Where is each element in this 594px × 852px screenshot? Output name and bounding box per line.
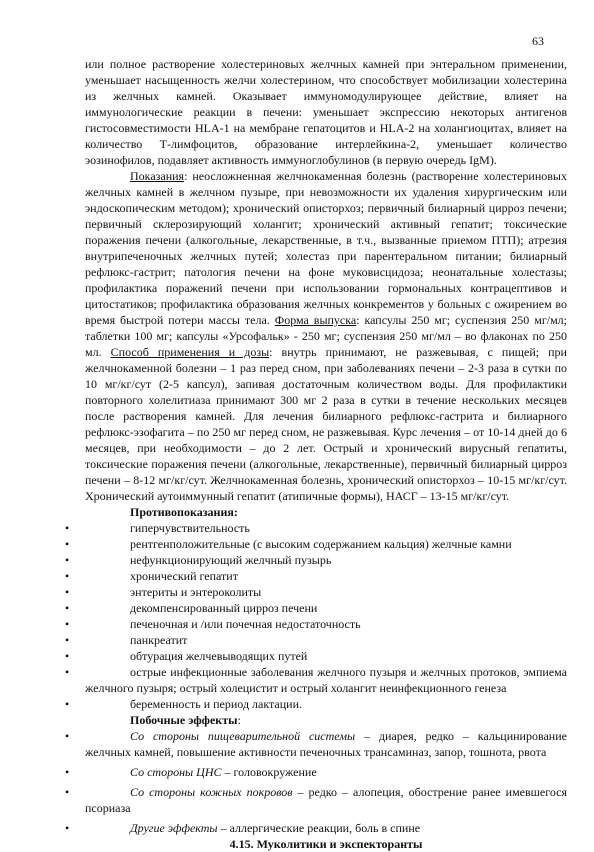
contraindications-heading: Противопоказания: xyxy=(130,505,238,519)
bullet-icon: • xyxy=(65,521,70,535)
side-effect-label: Другие эффекты xyxy=(130,821,218,835)
list-item xyxy=(65,664,567,696)
bullet-icon: • xyxy=(65,665,70,679)
bullet-icon: • xyxy=(65,729,70,743)
bullet-icon: • xyxy=(65,537,70,551)
list-item xyxy=(65,696,567,712)
side-effects-heading-colon: : xyxy=(237,713,241,727)
list-item xyxy=(65,820,567,836)
list-item xyxy=(65,784,567,816)
bullet-icon: • xyxy=(65,649,70,663)
side-effect-text: – редко – алопеция, обострение ранее имевшегося псориаза xyxy=(85,785,567,815)
intro-paragraph: или полное растворение холестериновых желчных камней при энтеральном применении, уменьшает насыщенность желчи холестерином, что способствует мобилизации холестерина из желчных камней. Оказывает иммуномодулирующее действие, влияет на иммунологические реакции в печени: уменьшает экспрессию некоторых антигенов гистосовместимости HLA-1 на мембране гепатоцитов и HLA-2 на холангиоцитах, влияет на количество Т-лимфоцитов, образование интерлейкина-2, уменьшает количество эозинофилов, подавляет активность иммуноглобулинов (в первую очередь IgM). xyxy=(85,57,567,167)
bullet-icon: • xyxy=(65,553,70,567)
dosage-label: Способ применения и дозы xyxy=(110,345,270,359)
bullet-icon: • xyxy=(65,821,70,835)
form-text: : капсулы 250 мг; суспензия 250 мг/мл; таблетки 100 мг; капсулы «Урсофальк» - 250 мг; суспензия 250 мг/мл – во флаконах по 250 мл. xyxy=(85,313,567,359)
list-item-text: беременность и период лактации. xyxy=(130,697,303,711)
bullet-icon: • xyxy=(65,765,70,779)
side-effect-label: Со стороны пищеварительной системы xyxy=(130,729,356,743)
form-label: Форма выпуска xyxy=(274,313,357,327)
contraindications-list xyxy=(65,520,567,712)
bullet-icon: • xyxy=(65,585,70,599)
dosage-text: : внутрь принимают, не разжевывая, с пищей; при желчнокаменной болезни – 1 раз перед сном, при заболеваниях печени – 2-3 раза в сутки по 10 мг/кг/сут (2-5 капсул), запивая достаточным количеством воды. Для профилактики повторного холелитиаза принимают 300 мг 2 раза в сутки в течение нескольких месяцев после растворения камней. Для лечения билиарного рефлюкс-гастрита и билиарного рефлюкс-эзофагита – по 250 мг перед сном, не разжевывая. Курс лечения – от 10-14 дней до 6 месяцев, при необходимости – до 2 лет. Острый и хронический вирусный гепатиты, токсические поражения печени (алкогольные, лекарственные), первичный билиарный цирроз печени – 8-12 мг/кг/сут. Желчнокаменная болезнь, хронический описторхоз – 10-15 мг/кг/сут. Хронический аутоиммунный гепатит (атипичные формы), НАСГ – 13-15 мг/кг/сут. xyxy=(85,345,567,503)
list-item xyxy=(65,728,567,760)
list-item-text: рентгенположительные (с высоким содержанием кальция) желчные камни xyxy=(130,537,512,551)
indications-text: : неосложненная желчнокаменная болезнь (растворение холестериновых желчных камней в желчном пузыре, при невозможности их удаления хирургическим или эндоскопическим методом); хронический описторхоз; первичный билиарный цирроз печени; первичный склерозирующий холангит; хронический активный гепатит; токсические поражения печени (алкогольные, лекарственные, в т.ч., вызванные приемом ПТП); атрезия внутрипеченочных желчных путей; холестаз при парентеральном питании; билиарный рефлюкс-гастрит; патология печени на фоне муковисцидоза; неонатальные холестазы; профилактика поражений печени при использовании гормональных контрацептивов и цитостатиков; профилактика образования желчных конкрементов у больных с ожирением во время быстрой потери массы тела. xyxy=(85,169,567,327)
list-item-text: декомпенсированный цирроз печени xyxy=(130,601,318,615)
side-effect-label: Со стороны ЦНС xyxy=(130,765,222,779)
next-section-title: 4.15. Муколитики и экспекторанты xyxy=(229,837,423,851)
list-item-text: печеночная и /или почечная недостаточность xyxy=(130,617,361,631)
bullet-icon: • xyxy=(65,617,70,631)
list-item xyxy=(65,648,567,664)
list-item xyxy=(65,616,567,632)
side-effect-label: Со стороны кожных покровов xyxy=(130,785,293,799)
list-item-text: энтериты и энтероколиты xyxy=(130,585,262,599)
list-item xyxy=(65,584,567,600)
list-item-text: обтурация желчевыводящих путей xyxy=(130,649,308,663)
list-item xyxy=(65,536,567,552)
side-effect-text: – головокружение xyxy=(221,765,317,779)
document-body xyxy=(65,56,567,852)
list-item-text: панкреатит xyxy=(130,633,188,647)
side-effects-heading-text: Побочные эффекты xyxy=(130,713,238,727)
list-item-text: гиперчувствительность xyxy=(130,521,250,535)
indications-label: Показания xyxy=(130,169,185,183)
bullet-icon: • xyxy=(65,633,70,647)
side-effects-list xyxy=(65,728,567,836)
list-item xyxy=(65,764,567,780)
bullet-icon: • xyxy=(65,697,70,711)
indications-paragraph xyxy=(85,168,567,504)
list-item xyxy=(65,600,567,616)
list-item xyxy=(65,568,567,584)
list-item xyxy=(65,520,567,536)
list-item-text: острые инфекционные заболевания желчного пузыря и желчных протоков, эмпиема желчного пузыря; острый холецистит и острый холангит неинфекционного генеза xyxy=(85,665,567,695)
list-item xyxy=(65,552,567,568)
list-item-text: хронический гепатит xyxy=(130,569,238,583)
side-effect-text: – аллергические реакции, боль в спине xyxy=(217,821,421,835)
side-effects-heading xyxy=(85,712,567,728)
bullet-icon: • xyxy=(65,569,70,583)
bullet-icon: • xyxy=(65,785,70,799)
page-number: 63 xyxy=(532,34,544,48)
bullet-icon: • xyxy=(65,601,70,615)
list-item xyxy=(65,632,567,648)
list-item-text: нефункционирующий желчный пузырь xyxy=(130,553,332,567)
side-effect-text: – диарея, редко – кальцинирование желчных камней, повышение активности печеночных трансаминаз, запор, тошнота, рвота xyxy=(85,729,567,759)
